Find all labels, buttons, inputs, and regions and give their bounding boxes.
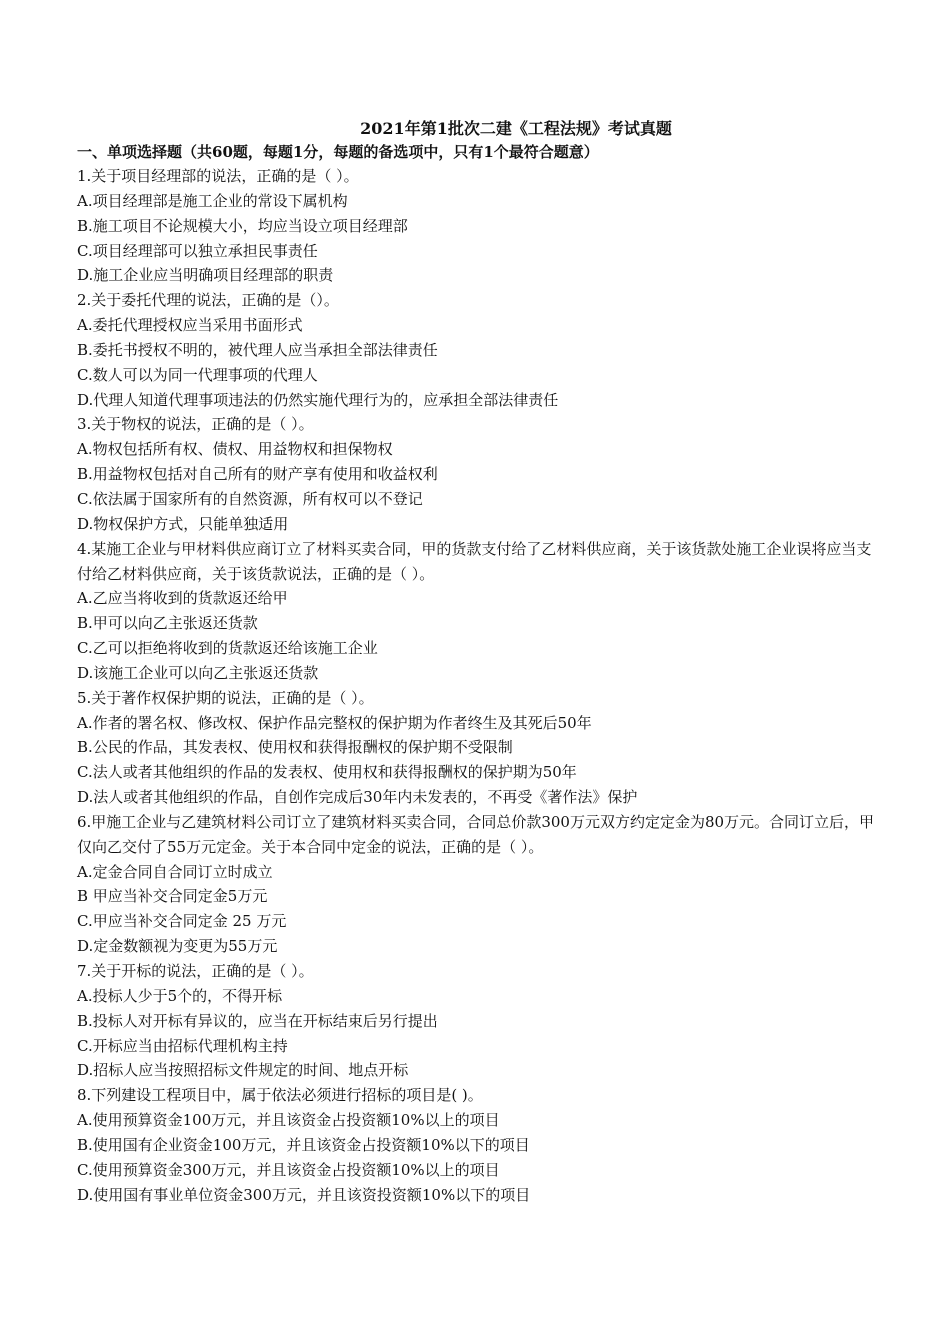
exam-document: [77, 118, 885, 1207]
document-title: 2021年第1批次二建《工程法规》考试真题: [360, 119, 672, 138]
answer-option: C.使用预算资金300万元，并且该资金占投资额10%以上的项目: [77, 1160, 500, 1179]
question-list: [77, 164, 885, 1207]
question-stem: 2.关于委托代理的说法，正确的是（）。: [77, 291, 339, 310]
answer-option: B.用益物权包括对自己所有的财产享有使用和收益权利: [77, 465, 438, 484]
answer-option: C.甲应当补交合同定金 25 万元: [77, 912, 287, 931]
question-stem: 5.关于著作权保护期的说法，正确的是（ ）。: [77, 688, 374, 707]
question-stem: 3.关于物权的说法，正确的是（ ）。: [77, 415, 314, 434]
answer-option: D.使用国有事业单位资金300万元，并且该资投资额10%以下的项目: [77, 1185, 531, 1204]
answer-option: B.投标人对开标有异议的，应当在开标结束后另行提出: [77, 1011, 438, 1030]
answer-option: C.开标应当由招标代理机构主持: [77, 1036, 288, 1055]
answer-option: C.依法属于国家所有的自然资源，所有权可以不登记: [77, 489, 423, 508]
answer-option: C.乙可以拒绝将收到的货款返还给该施工企业: [77, 639, 378, 658]
question-stem: 1.关于项目经理部的说法，正确的是（ ）。: [77, 167, 359, 185]
question-2: [77, 288, 885, 412]
question-3: [77, 412, 885, 536]
answer-option: D.代理人知道代理事项违法的仍然实施代理行为的，应承担全部法律责任: [77, 390, 559, 409]
answer-option: B.施工项目不论规模大小，均应当设立项目经理部: [77, 216, 408, 235]
answer-option: A.项目经理部是施工企业的常设下属机构: [77, 191, 348, 210]
answer-option: A.使用预算资金100万元，并且该资金占投资额10%以上的项目: [77, 1111, 500, 1130]
answer-option: D.定金数额视为变更为55万元: [77, 937, 278, 956]
answer-option: A.投标人少于5个的，不得开标: [77, 986, 283, 1005]
question-6: [77, 810, 885, 959]
section-heading: 一、单项选择题（共60题，每题1分，每题的备选项中，只有1个最符合题意）: [77, 143, 599, 161]
question-stem: 4.某施工企业与甲材料供应商订立了材料买卖合同，甲的货款支付给了乙材料供应商，关于该货款处施工企业误将应当支付给乙材料供应商，关于该货款说法，正确的是（ ）。: [77, 539, 872, 583]
question-7: [77, 959, 885, 1083]
answer-option: A.作者的署名权、修改权、保护作品完整权的保护期为作者终生及其死后50年: [77, 713, 592, 732]
question-4: [77, 537, 885, 686]
answer-option: A.物权包括所有权、债权、用益物权和担保物权: [77, 440, 393, 459]
answer-option: A.委托代理授权应当采用书面形式: [77, 316, 303, 335]
answer-option: C.法人或者其他组织的作品的发表权、使用权和获得报酬权的保护期为50年: [77, 763, 577, 782]
answer-option: A.乙应当将收到的货款返还给甲: [77, 589, 288, 608]
answer-option: D.法人或者其他组织的作品，自创作完成后30年内未发表的，不再受《著作法》保护: [77, 788, 638, 807]
answer-option: C.项目经理部可以独立承担民事责任: [77, 241, 318, 260]
answer-option: D.施工企业应当明确项目经理部的职责: [77, 266, 334, 285]
question-5: [77, 686, 885, 810]
answer-option: B 甲应当补交合同定金5万元: [77, 887, 268, 906]
answer-option: B.委托书授权不明的，被代理人应当承担全部法律责任: [77, 340, 438, 359]
question-8: [77, 1083, 885, 1207]
answer-option: D.招标人应当按照招标文件规定的时间、地点开标: [77, 1061, 409, 1080]
answer-option: B.甲可以向乙主张返还货款: [77, 614, 258, 633]
answer-option: B.公民的作品，其发表权、使用权和获得报酬权的保护期不受限制: [77, 738, 513, 757]
answer-option: A.定金合同自合同订立时成立: [77, 862, 273, 881]
question-stem: 7.关于开标的说法，正确的是（ ）。: [77, 962, 314, 980]
question-1: [77, 164, 885, 288]
answer-option: C.数人可以为同一代理事项的代理人: [77, 365, 318, 384]
question-stem: 8.下列建设工程项目中，属于依法必须进行招标的项目是( )。: [77, 1086, 483, 1105]
question-stem: 6.甲施工企业与乙建筑材料公司订立了建筑材料买卖合同，合同总价款300万元双方约定定金为80万元。合同订立后，甲仅向乙交付了55万元定金。关于本合同中定金的说法，正确的是（ ）。: [77, 812, 875, 856]
answer-option: D.物权保护方式，只能单独适用: [77, 514, 289, 533]
answer-option: D.该施工企业可以向乙主张返还货款: [77, 663, 319, 682]
answer-option: B.使用国有企业资金100万元，并且该资金占投资额10%以下的项目: [77, 1135, 530, 1154]
